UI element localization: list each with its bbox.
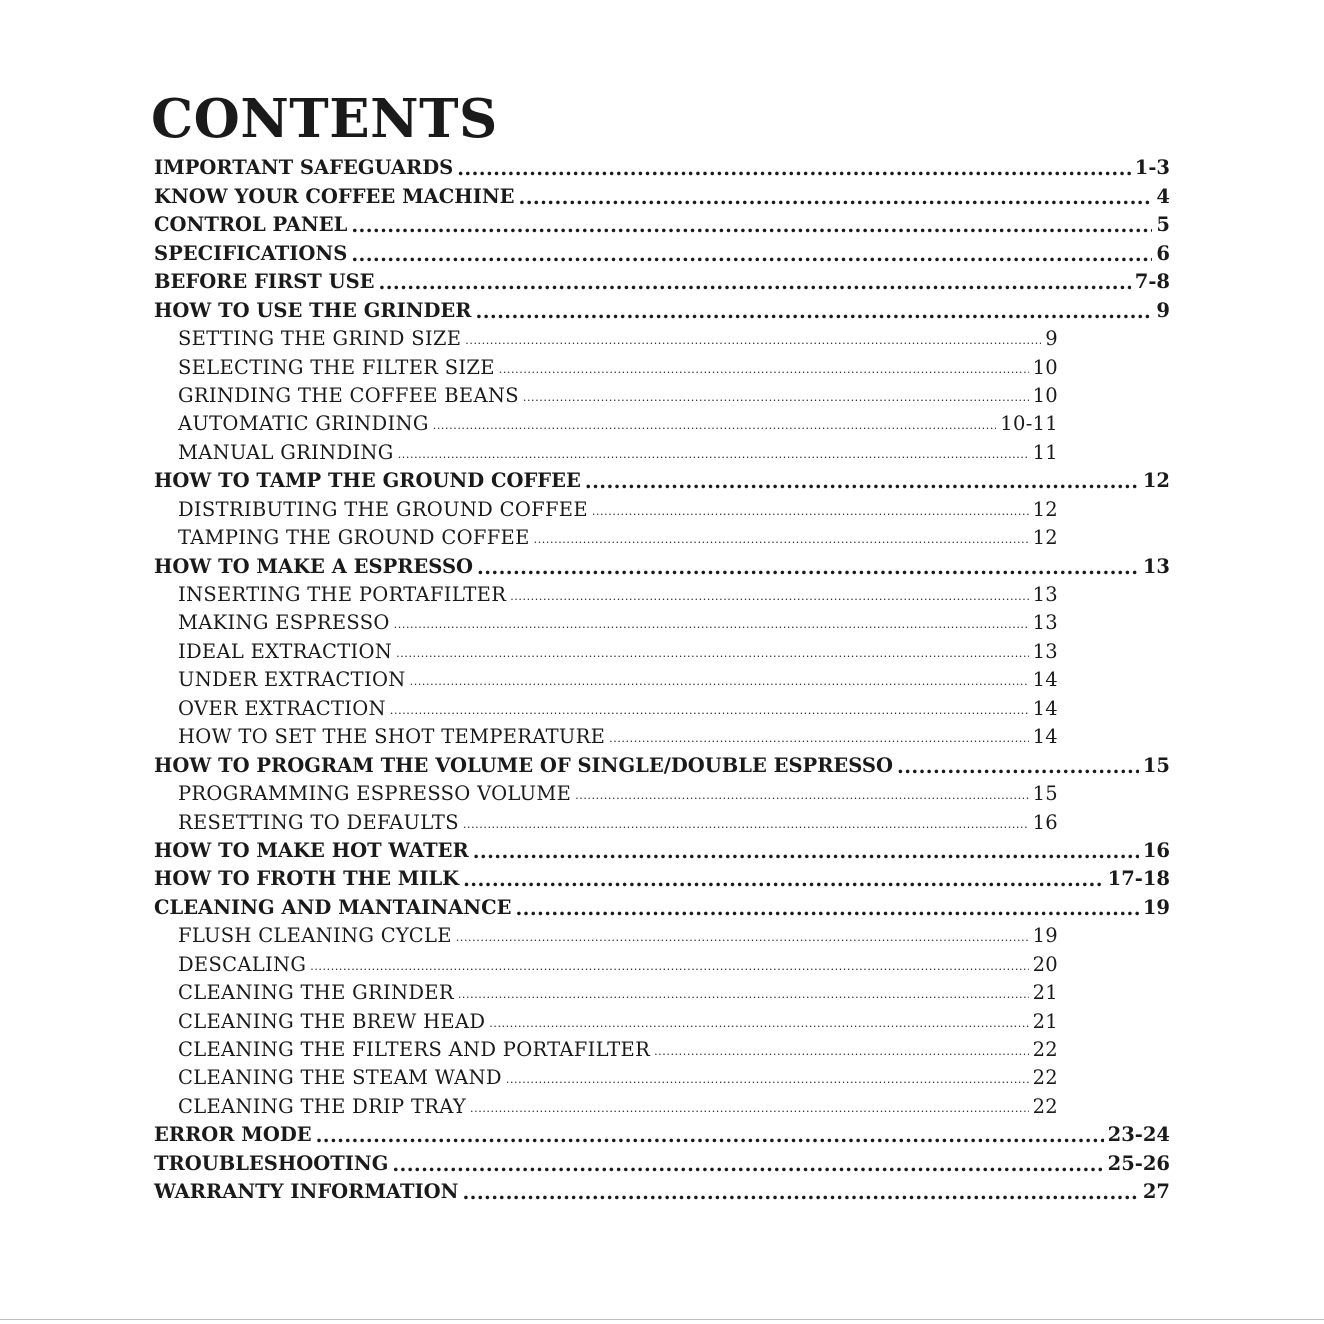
toc-dot-leader	[390, 701, 1029, 721]
toc-subsection-entry	[178, 666, 1058, 694]
toc-entry-label: CLEANING THE FILTERS AND PORTAFILTER	[178, 1038, 651, 1061]
toc-subsection-entry	[178, 780, 1058, 808]
toc-subsection-entry	[178, 1064, 1058, 1092]
toc-entry-label: GRINDING THE COFFEE BEANS	[178, 383, 519, 407]
toc-dot-leader	[609, 729, 1028, 749]
toc-entry-label: MANUAL GRINDING	[178, 440, 394, 464]
toc-dot-leader	[394, 615, 1029, 635]
toc-dot-leader	[510, 587, 1028, 607]
toc-subsection-entry	[178, 637, 1058, 665]
toc-page-number: 19	[1032, 924, 1058, 948]
toc-dot-leader	[534, 530, 1029, 550]
toc-dot-leader	[506, 1070, 1029, 1090]
toc-dot-leader	[398, 445, 1029, 465]
toc-dot-leader	[392, 1154, 1103, 1176]
toc-page-number: 22	[1032, 1094, 1058, 1118]
toc-dot-leader	[470, 1099, 1029, 1119]
toc-entry-label: HOW TO MAKE A ESPRESSO	[154, 554, 474, 578]
toc-subsection-entry	[178, 1007, 1058, 1035]
toc-dot-leader	[489, 1014, 1028, 1034]
toc-dot-leader	[379, 272, 1131, 294]
toc-dot-leader	[654, 1042, 1029, 1062]
toc-entry-label: DESCALING	[178, 952, 307, 976]
toc-entry-label: IDEAL EXTRACTION	[178, 639, 393, 663]
toc-page-number: 16	[1032, 810, 1058, 834]
toc-dot-leader	[462, 1182, 1138, 1204]
toc-section-entry	[154, 239, 1170, 267]
toc-page-number: 4	[1156, 184, 1170, 208]
toc-section-entry	[154, 154, 1170, 182]
toc-page-number: 13	[1032, 583, 1058, 606]
toc-section-entry	[154, 182, 1170, 210]
toc-page-number: 22	[1032, 1066, 1058, 1090]
toc-page-number: 13	[1142, 554, 1170, 578]
toc-dot-leader	[592, 502, 1029, 522]
toc-dot-leader	[458, 985, 1029, 1005]
toc-dot-leader	[476, 301, 1153, 323]
toc-dot-leader	[585, 471, 1139, 493]
toc-dot-leader	[465, 331, 1041, 351]
toc-page-number: 9	[1156, 298, 1170, 322]
toc-subsection-entry	[178, 410, 1058, 438]
toc-page-number: 11	[1032, 440, 1058, 464]
toc-page-number: 10-11	[1000, 412, 1058, 436]
toc-entry-label: HOW TO FROTH THE MILK	[154, 867, 460, 891]
toc-dot-leader	[316, 1125, 1104, 1147]
toc-page-number: 12	[1032, 497, 1058, 521]
toc-page-number: 21	[1032, 1009, 1058, 1033]
toc-subsection-entry	[178, 950, 1058, 978]
toc-subsection-entry	[178, 581, 1058, 609]
toc-dot-leader	[351, 215, 1152, 237]
toc-dot-leader	[457, 158, 1131, 180]
toc-entry-label: PROGRAMMING ESPRESSO VOLUME	[178, 782, 572, 806]
toc-page-number: 10	[1032, 383, 1058, 407]
table-of-contents	[154, 154, 1184, 1206]
toc-page-number: 21	[1032, 981, 1058, 1005]
toc-entry-label: CLEANING THE DRIP TRAY	[178, 1094, 467, 1118]
toc-page-number: 6	[1156, 241, 1170, 265]
toc-page-number: 25-26	[1107, 1151, 1170, 1175]
toc-dot-leader	[351, 244, 1152, 266]
toc-section-entry	[154, 1149, 1170, 1177]
toc-section-entry	[154, 751, 1170, 779]
toc-page-number: 17-18	[1107, 867, 1170, 891]
toc-entry-label: ERROR MODE	[154, 1123, 312, 1147]
toc-entry-label: WARRANTY INFORMATION	[154, 1180, 459, 1204]
toc-entry-label: FLUSH CLEANING CYCLE	[178, 924, 452, 948]
toc-page-number: 13	[1032, 611, 1058, 635]
toc-entry-label: HOW TO MAKE HOT WATER	[154, 838, 469, 862]
toc-dot-leader	[463, 815, 1029, 835]
toc-dot-leader	[499, 360, 1029, 380]
toc-entry-label: SETTING THE GRIND SIZE	[178, 327, 462, 351]
toc-subsection-entry	[178, 723, 1058, 751]
toc-section-entry	[154, 865, 1170, 893]
toc-page-number: 14	[1032, 725, 1058, 749]
toc-page-number: 15	[1142, 753, 1170, 777]
toc-entry-label: OVER EXTRACTION	[178, 696, 386, 720]
toc-section-entry	[154, 1178, 1170, 1206]
toc-page-number: 14	[1032, 668, 1058, 692]
toc-subsection-entry	[178, 495, 1058, 523]
toc-entry-label: CONTROL PANEL	[154, 213, 348, 237]
toc-section-entry	[154, 211, 1170, 239]
toc-subsection-entry	[178, 524, 1058, 552]
toc-entry-label: AUTOMATIC GRINDING	[178, 412, 429, 436]
toc-subsection-entry	[178, 438, 1058, 466]
toc-page-number: 23-24	[1107, 1123, 1170, 1147]
toc-entry-label: TROUBLESHOOTING	[154, 1151, 389, 1175]
toc-entry-label: RESETTING TO DEFAULTS	[178, 810, 459, 834]
toc-page-number: 16	[1142, 838, 1170, 862]
toc-dot-leader	[519, 187, 1153, 209]
toc-section-entry	[154, 268, 1170, 296]
toc-page-number: 22	[1032, 1038, 1058, 1061]
toc-subsection-entry	[178, 609, 1058, 637]
toc-subsection-entry	[178, 382, 1058, 410]
toc-subsection-entry	[178, 979, 1058, 1007]
toc-entry-label: UNDER EXTRACTION	[178, 668, 406, 692]
toc-dot-leader	[477, 557, 1139, 579]
toc-subsection-entry	[178, 1092, 1058, 1120]
toc-entry-label: TAMPING THE GROUND COFFEE	[178, 526, 530, 550]
toc-dot-leader	[433, 416, 997, 436]
toc-page-number: 9	[1045, 327, 1058, 351]
toc-entry-label: CLEANING THE BREW HEAD	[178, 1009, 486, 1033]
toc-entry-label: DISTRIBUTING THE GROUND COFFEE	[178, 497, 588, 521]
toc-page-number: 19	[1142, 895, 1170, 919]
toc-section-entry	[154, 1121, 1170, 1149]
toc-dot-leader	[410, 672, 1029, 692]
page-bottom-rule	[0, 1319, 1324, 1320]
toc-page-number: 13	[1032, 639, 1058, 663]
toc-dot-leader	[456, 928, 1029, 948]
toc-subsection-entry	[178, 1036, 1058, 1064]
toc-dot-leader	[515, 898, 1138, 920]
toc-entry-label: HOW TO SET THE SHOT TEMPERATURE	[178, 725, 606, 749]
toc-entry-label: CLEANING THE STEAM WAND	[178, 1066, 502, 1090]
toc-entry-label: IMPORTANT SAFEGUARDS	[154, 156, 454, 180]
page-title: CONTENTS	[151, 88, 498, 150]
toc-entry-label: HOW TO TAMP THE GROUND COFFEE	[154, 469, 581, 493]
toc-dot-leader	[463, 869, 1104, 891]
toc-entry-label: HOW TO PROGRAM THE VOLUME OF SINGLE/DOUBLE ESPRESSO	[154, 753, 893, 777]
toc-dot-leader	[575, 786, 1028, 806]
toc-dot-leader	[523, 388, 1029, 408]
toc-entry-label: MAKING ESPRESSO	[178, 611, 390, 635]
toc-entry-label: SPECIFICATIONS	[154, 241, 348, 265]
toc-subsection-entry	[178, 922, 1058, 950]
toc-entry-label: HOW TO USE THE GRINDER	[154, 298, 472, 322]
toc-page-number: 12	[1032, 526, 1058, 550]
toc-dot-leader	[473, 841, 1139, 863]
toc-section-entry	[154, 467, 1170, 495]
toc-subsection-entry	[178, 325, 1058, 353]
toc-entry-label: INSERTING THE PORTAFILTER	[178, 583, 507, 606]
toc-subsection-entry	[178, 353, 1058, 381]
toc-entry-label: CLEANING AND MANTAINANCE	[154, 895, 512, 919]
toc-section-entry	[154, 893, 1170, 921]
toc-dot-leader	[396, 644, 1028, 664]
toc-entry-label: KNOW YOUR COFFEE MACHINE	[154, 184, 515, 208]
toc-page-number: 14	[1032, 696, 1058, 720]
toc-page-number: 27	[1142, 1180, 1170, 1204]
toc-dot-leader	[897, 756, 1139, 778]
toc-page-number: 7-8	[1134, 270, 1170, 294]
toc-entry-label: CLEANING THE GRINDER	[178, 981, 454, 1005]
toc-page-number: 12	[1142, 469, 1170, 493]
toc-section-entry	[154, 837, 1170, 865]
toc-page-number: 10	[1032, 355, 1058, 379]
toc-page-number: 5	[1156, 213, 1170, 237]
toc-dot-leader	[310, 957, 1028, 977]
toc-page-number: 20	[1032, 952, 1058, 976]
toc-entry-label: BEFORE FIRST USE	[154, 270, 375, 294]
toc-subsection-entry	[178, 808, 1058, 836]
toc-page-number: 1-3	[1134, 156, 1170, 180]
toc-subsection-entry	[178, 694, 1058, 722]
toc-entry-label: SELECTING THE FILTER SIZE	[178, 355, 495, 379]
toc-section-entry	[154, 552, 1170, 580]
toc-section-entry	[154, 296, 1170, 324]
toc-page-number: 15	[1032, 782, 1058, 806]
